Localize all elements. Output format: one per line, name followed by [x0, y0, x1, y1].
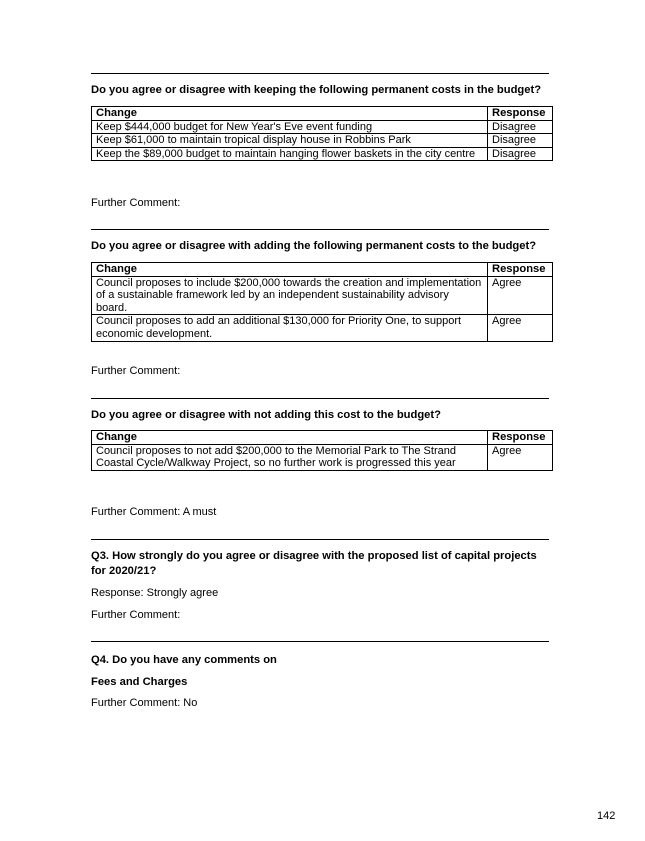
- divider: [91, 229, 549, 230]
- section-1-question: Do you agree or disagree with keeping the following permanent costs in the budget?: [91, 84, 542, 96]
- table-row: [92, 315, 553, 341]
- divider: [91, 539, 549, 540]
- divider: [91, 398, 549, 399]
- header-response: Response: [488, 107, 553, 121]
- response-cell: Disagree: [488, 134, 553, 148]
- section-2-table: [91, 262, 553, 342]
- q3-question: Q3. How strongly do you agree or disagree with the proposed list of capital projects for 2020/21?: [91, 550, 537, 577]
- response-cell: Agree: [488, 315, 553, 341]
- change-cell: Keep $444,000 budget for New Year's Eve event funding: [92, 120, 488, 134]
- q3-comment: Further Comment:: [91, 609, 181, 621]
- header-change: Change: [92, 107, 488, 121]
- divider: [91, 641, 549, 642]
- table-header-row: [92, 107, 553, 121]
- q3-response: Response: Strongly agree: [91, 587, 219, 599]
- response-cell: Agree: [488, 276, 553, 315]
- change-cell: Council proposes to not add $200,000 to the Memorial Park to The Strand Coastal Cycle/Walkway Project, so no further work is progressed this year: [92, 444, 488, 470]
- page-number: 142: [597, 810, 616, 822]
- change-cell: Council proposes to add an additional $130,000 for Priority One, to support economic development.: [92, 315, 488, 341]
- header-response: Response: [488, 263, 553, 277]
- header-change: Change: [92, 431, 488, 445]
- table-header-row: [92, 431, 553, 445]
- header-response: Response: [488, 431, 553, 445]
- section-1-comment: Further Comment:: [91, 197, 181, 209]
- section-2-comment: Further Comment:: [91, 365, 181, 377]
- section-3-table: [91, 430, 553, 471]
- table-header-row: [92, 263, 553, 277]
- change-cell: Keep $61,000 to maintain tropical display house in Robbins Park: [92, 134, 488, 148]
- table-row: [92, 444, 553, 470]
- divider: [91, 73, 549, 74]
- header-change: Change: [92, 263, 488, 277]
- change-cell: Council proposes to include $200,000 towards the creation and implementation of a sustainable framework led by an independent sustainability advisory board.: [92, 276, 488, 315]
- change-cell: Keep the $89,000 budget to maintain hanging flower baskets in the city centre: [92, 147, 488, 161]
- table-row: [92, 120, 553, 134]
- response-cell: Agree: [488, 444, 553, 470]
- response-cell: Disagree: [488, 147, 553, 161]
- q4-comment: Further Comment: No: [91, 697, 198, 709]
- section-3-comment: Further Comment: A must: [91, 506, 217, 518]
- q4-subheading: Fees and Charges: [91, 676, 188, 688]
- table-row: [92, 276, 553, 315]
- table-row: [92, 147, 553, 161]
- response-cell: Disagree: [488, 120, 553, 134]
- section-1-table: [91, 106, 553, 161]
- section-2-question: Do you agree or disagree with adding the following permanent costs to the budget?: [91, 240, 537, 252]
- table-row: [92, 134, 553, 148]
- q4-question: Q4. Do you have any comments on: [91, 654, 277, 666]
- section-3-question: Do you agree or disagree with not adding this cost to the budget?: [91, 409, 441, 421]
